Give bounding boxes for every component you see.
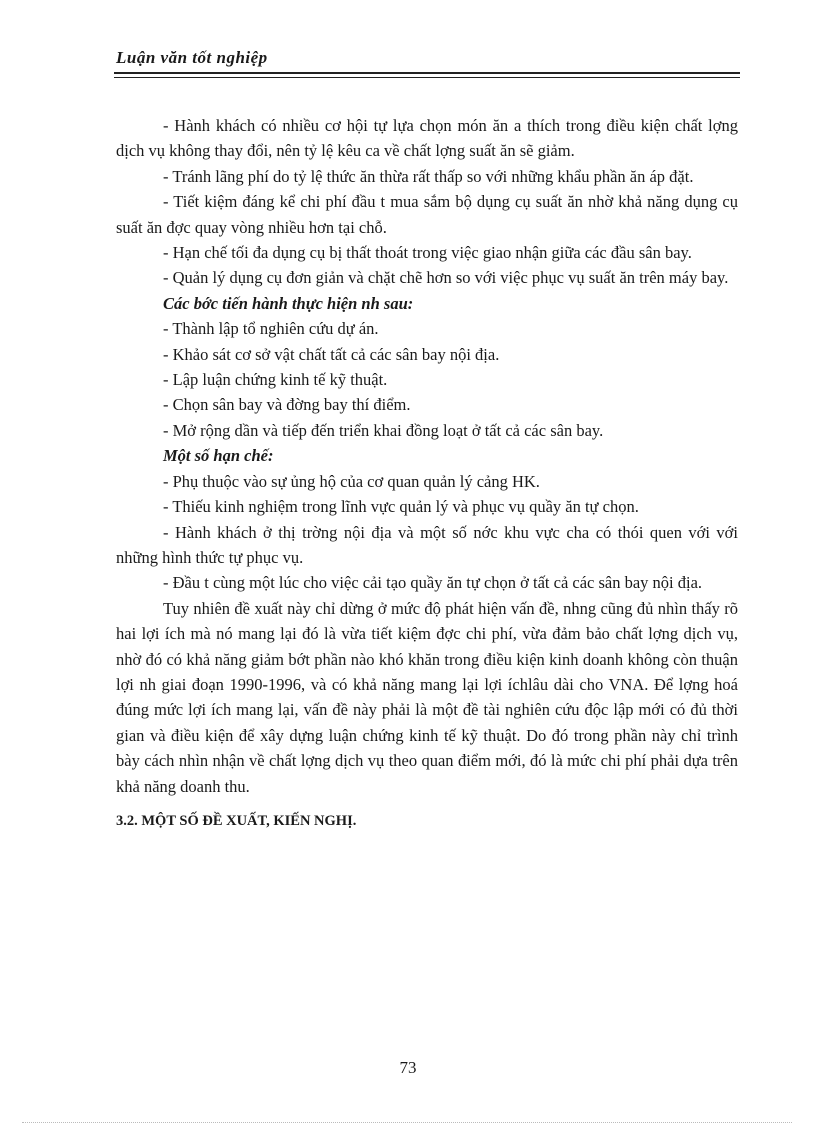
benefit-paragraph: - Hành khách có nhiều cơ hội tự lựa chọn món ăn a thích trong điều kiện chất lợng dịch vụ không thay đổi, nên tỷ lệ kêu ca về chất lợng suất ăn sẽ giảm. <box>116 116 738 161</box>
step-item: - Khảo sát cơ sở vật chất tất cả các sân bay nội địa. <box>163 344 500 364</box>
limit-item: - Phụ thuộc vào sự ủng hộ của cơ quan quản lý cảng HK. <box>163 471 540 491</box>
limit-item: - Thiếu kinh nghiệm trong lĩnh vực quản lý và phục vụ quầy ăn tự chọn. <box>163 497 639 517</box>
header-rule-thin <box>114 77 740 78</box>
limits-heading: Một số hạn chế: <box>163 446 274 466</box>
conclusion-paragraph: Tuy nhiên đề xuất này chỉ dừng ở mức độ phát hiện vấn đề, nhng cũng đủ nhìn thấy rõ hai lợi ích mà nó mang lại đó là vừa tiết kiệm đợc chi phí, vừa đảm bảo chất lợng dịch vụ, nhờ đó có khả năng giảm bớt phần nào khó khăn trong điều kiện kinh doanh không còn thuận lợi nh giai đoạn 1990-1996, và có khả năng mang lại lợi íchlâu dài cho VNA. Để lợng hoá đúng mức lợi ích mang lại, vấn đề này phải là một đề tài nghiên cứu độc lập mới có đủ thời gian và điều kiện để xây dựng luận chứng kinh tế kỹ thuật. Do đó trong phần này chỉ trình bày cách nhìn nhận về chất lợng dịch vụ theo quan điểm mới, đó là mức chi phí phải dựa trên khả năng doanh thu. <box>116 598 738 796</box>
benefit-paragraph: - Hạn chế tối đa dụng cụ bị thất thoát trong việc giao nhận giữa các đầu sân bay. <box>163 243 692 263</box>
benefit-paragraph: - Quản lý dụng cụ đơn giản và chặt chẽ hơn so với việc phục vụ suất ăn trên máy bay. <box>163 268 729 288</box>
page-number: 73 <box>399 1058 417 1077</box>
benefit-paragraph: - Tránh lãng phí do tỷ lệ thức ăn thừa rất thấp so với những khẩu phần ăn áp đặt. <box>163 166 694 186</box>
header-rule-thick <box>114 72 740 74</box>
limit-paragraph: - Đầu t cùng một lúc cho việc cải tạo quầy ăn tự chọn ở tất cả các sân bay nội địa. <box>163 573 703 593</box>
steps-heading: Các bớc tiến hành thực hiện nh sau: <box>163 293 414 313</box>
step-item: - Mở rộng dần và tiếp đến triển khai đồng loạt ở tất cả các sân bay. <box>163 420 604 440</box>
step-item: - Chọn sân bay và đờng bay thí điểm. <box>163 395 411 415</box>
page-body <box>116 113 738 834</box>
limit-paragraph: - Hành khách ở thị trờng nội địa và một số nớc khu vực cha có thói quen với với những hình thức tự phục vụ. <box>116 522 738 567</box>
section-heading: 3.2. MỘT SỐ ĐỀ XUẤT, KIẾN NGHỊ. <box>116 812 357 829</box>
step-item: - Thành lập tổ nghiên cứu dự án. <box>163 319 379 339</box>
benefit-paragraph: - Tiết kiệm đáng kể chi phí đầu t mua sắm bộ dụng cụ suất ăn nhờ khả năng dụng cụ suất ăn đợc quay vòng nhiều hơn tại chỗ. <box>116 192 738 237</box>
running-header-title: Luận văn tốt nghiệp <box>116 48 268 67</box>
step-item: - Lập luận chứng kinh tế kỹ thuật. <box>163 370 388 390</box>
